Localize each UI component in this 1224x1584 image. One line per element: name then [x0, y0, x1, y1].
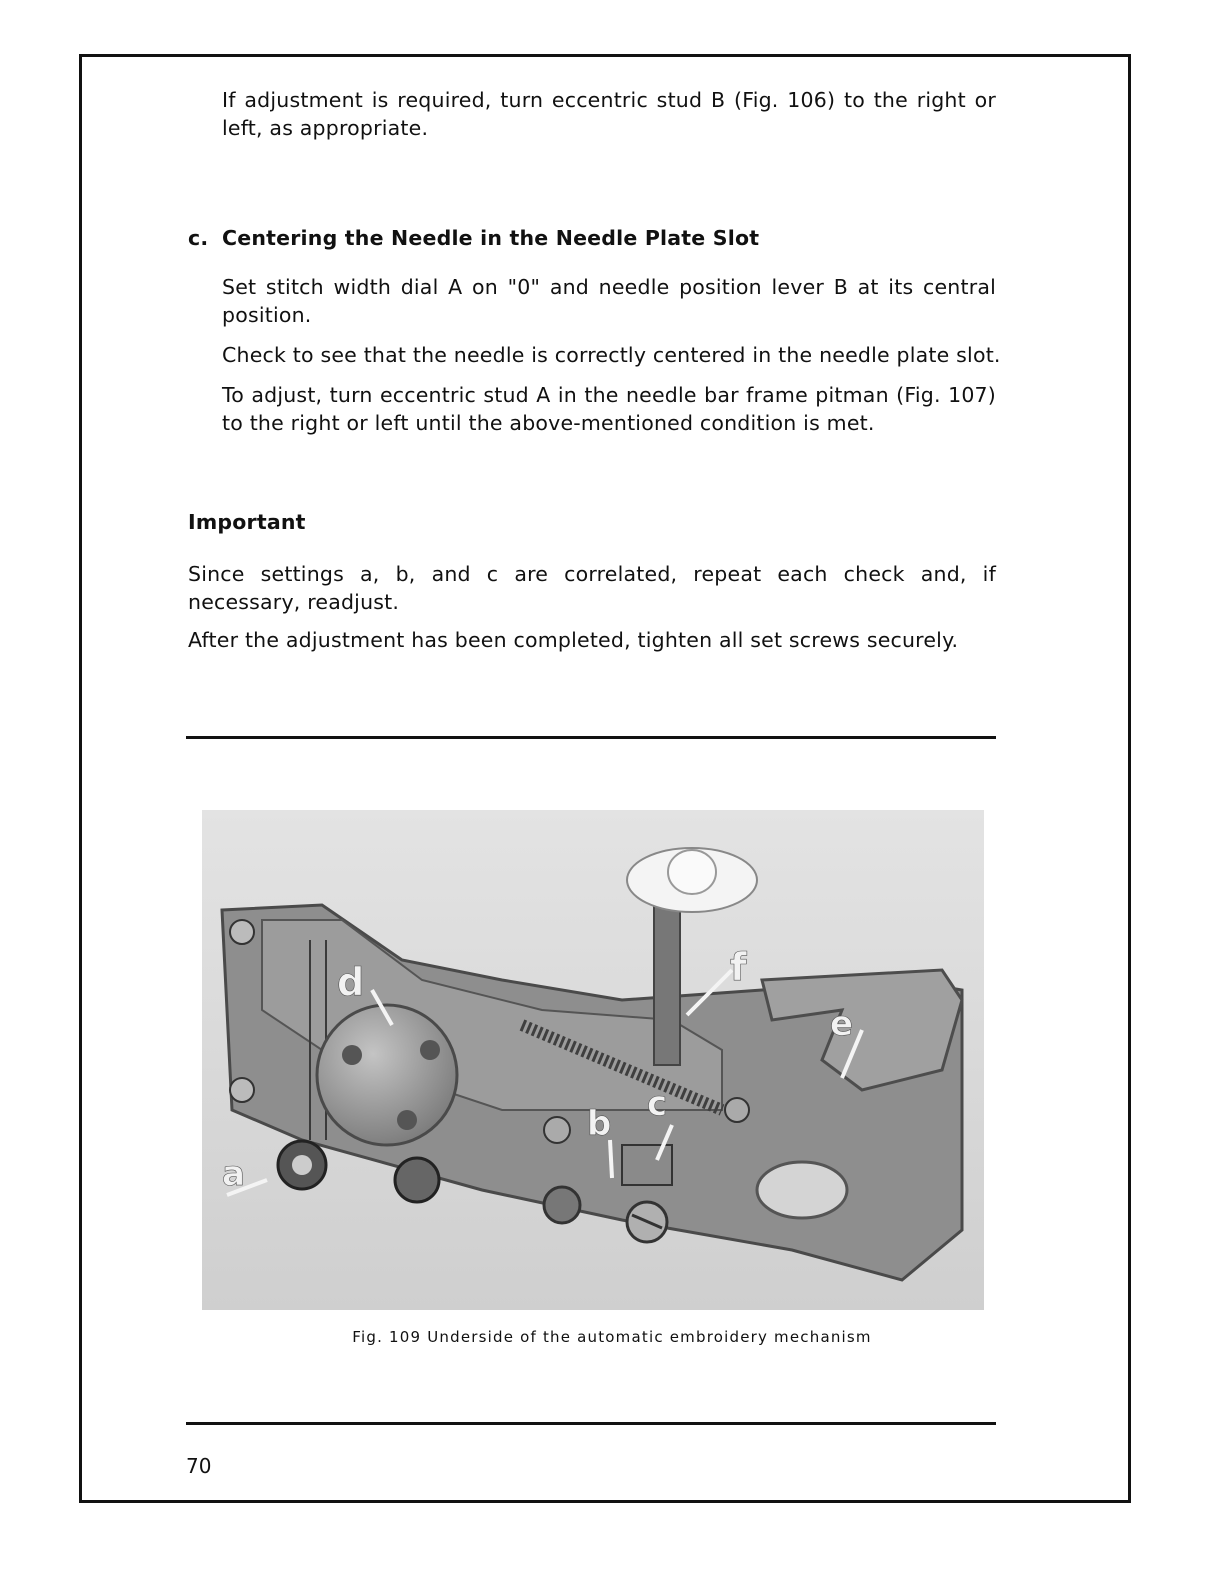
paragraph-check: Check to see that the needle is correctly centered in the needle plate slot. — [222, 343, 1001, 367]
paragraph-set-dial: Set stitch width dial A on "0" and needle position lever B at its central position. — [222, 275, 996, 327]
figure-caption: Fig. 109 Underside of the automatic embroidery mechanism — [352, 1328, 872, 1346]
figure-label-e: e — [830, 1004, 854, 1044]
figure-label-b: b — [587, 1104, 612, 1144]
important-heading: Important — [188, 510, 306, 534]
figure-photo — [202, 810, 984, 1310]
section-letter: c. — [188, 226, 209, 250]
page-number: 70 — [186, 1454, 212, 1478]
figure-label-d: d — [337, 960, 365, 1004]
mechanism-illustration — [202, 810, 984, 1310]
section-heading: Centering the Needle in the Needle Plate Slot — [222, 226, 760, 250]
figure-label-a: a — [222, 1154, 245, 1194]
paragraph-to-adjust: To adjust, turn eccentric stud A in the needle bar frame pitman (Fig. 107) to the right or left until the above-mentioned condition is met. — [222, 383, 996, 435]
divider-bottom — [186, 1422, 996, 1425]
figure-label-c: c — [647, 1084, 668, 1124]
paragraph-correlated: Since settings a, b, and c are correlated, repeat each check and, if necessary, readjust. — [188, 562, 996, 614]
divider-top — [186, 736, 996, 739]
figure-label-f: f — [730, 945, 747, 989]
paragraph-adjustment: If adjustment is required, turn eccentric stud B (Fig. 106) to the right or left, as appropriate. — [222, 88, 996, 140]
paragraph-tighten: After the adjustment has been completed, tighten all set screws securely. — [188, 628, 959, 652]
